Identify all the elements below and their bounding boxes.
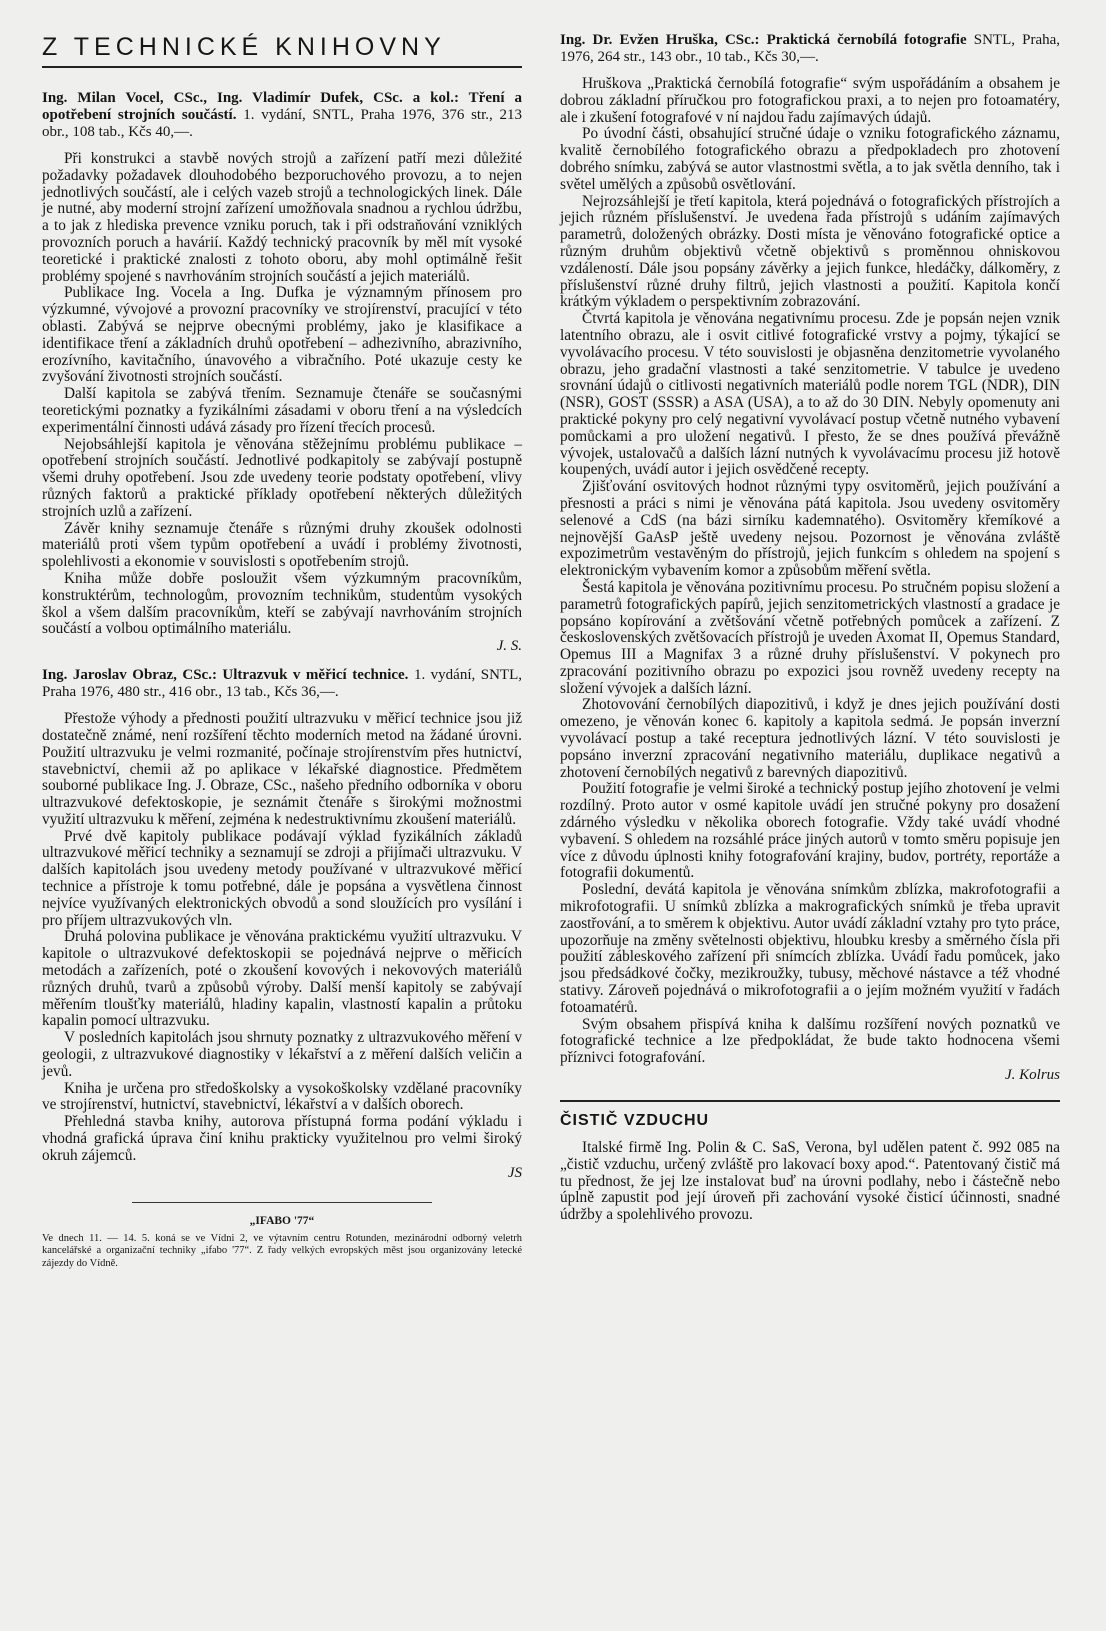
paragraph: Další kapitola se zabývá třením. Seznamuje čtenáře se současnými teoretickými poznatky a fyzikálními zásadami v oboru tření a na výsledcích experimentální činnosti udává zásady pro řízení třecích procesů. [42,385,522,436]
paragraph: Nejrozsáhlejší je třetí kapitola, která pojednává o fotografických přístrojích a jejich různém příslušenství. Je uvedena řada přístrojů s udáním zajímavých parametrů, doložených obrázky. Dosti místa je věnováno fotografické optice a různým druhům objektivů včetně objektivů s proměnnou ohniskovou vzdáleností. Dále jsou popsány závěrky a jejich funkce, hledáčky, dálkoměry, z příslušenství různé druhy filtrů, jejich vlastnosti a použití. Kapitola končí krátkým výkladem o perspektivním zobrazování. [560,192,1060,311]
paragraph: Po úvodní části, obsahující stručné údaje o vzniku fotografického záznamu, kvalitě černobílého fotografického obrazu a předpokladech pro zhotovení dobrého snímku, zabývá se autor vlastnostmi světla, a to jak světla denního, tak i světel umělých a způsobů osvětlování. [560,125,1060,193]
paragraph: Svým obsahem přispívá kniha k dalšímu rozšíření nových poznatků ve fotografické technice a lze předpokládat, že bude takto hodnocena všemi příznivci fotografování. [560,1015,1060,1067]
notice-text: Ve dnech 11. — 14. 5. koná se ve Vídni 2, ve výtavním centru Rotunden, mezinárodní odborný veletrh kancelářské a organizační techniky „ifabo '77“. Z řady velkých evropských měst jsou organizovány letecké zájezdy do Vídně. [42,1232,522,1269]
book-authors-title: Ing. Jaroslav Obraz, CSc.: Ultrazvuk v měřicí technice. [42,667,409,684]
bibliography [42,90,522,141]
paragraph: Publikace Ing. Vocela a Ing. Dufka je významným přínosem pro výzkumné, vývojové a provozní pracovníky ve strojírenství, pracující v této oblasti. Zabývá se nejprve obecnými problémy, jako je klasifikace a identifikace tření a základních druhů opotřebení – adhezivního, abrazivního, erozívního, kavitačního, únavového a vibračního. Poté ukazuje cesty ke zvyšování životnosti strojních součástí. [42,284,522,386]
divider [132,1202,432,1203]
paragraph: Při konstrukci a stavbě nových strojů a zařízení patří mezi důležité požadavky požadavek dlouhodobého bezporuchového provozu, a to nejen jednotlivých součástí, ale i celých vazeb strojů a technologických linek. Dále je nutné, aby moderní strojní zařízení umožňovala snadnou a rychlou údržbu, a to jak z hlediska prevence vzniku poruch, tak i při odstraňování vzniklých provozních poruch a havárií. Každý technický pracovník by měl mít vysoké teoretické i praktické znalosti z tohoto oboru, aby mohl optimálně řešit problémy spojené s navrhováním strojních součástí a jejich materiálů. [42,150,522,285]
review-vocel [42,90,522,655]
paragraph: Druhá polovina publikace je věnována praktickému využití ultrazvuku. V kapitole o ultrazvukové defektoskopii se pojednává nejprve o měřicích metodách a zařízeních, poté o zkoušení kovových i nekovových materiálů různých druhů, tvarů a způsobů výroby. Další menší kapitoly se zabývají měřením tloušťky materiálů, hladiny kapalin, vlastností kapalin a průtoku kapalin pomocí ultrazvuku. [42,928,522,1030]
review-signature: J. S. [496,638,522,655]
paragraph: Šestá kapitola je věnována pozitivnímu procesu. Po stručném popisu složení a parametrů fotografických papírů, jejich senzitometrických vlastností a gradace je popsáno kopírování a zvětšování včetně potřebných pomůcek a zařízení. Z československých zvětšovacích přístrojů je uveden Axomat II, Opemus Standard, Opemus III a Magnifax 3 a různé druhy příslušenství. V pokynech pro zpracování pozitivního obrazu po expozici jsou rovněž uvedeny recepty na složení vývojek a dalších lázní. [560,578,1060,697]
paragraph: Použití fotografie je velmi široké a technický postup jejího zhotovení je velmi rozdílný. Proto autor v osmé kapitole uvádí jen stručné pokyny pro dosažení zdárného výsledku v několika oborech fotografie. Vždy také uvádí vhodné vybavení. S ohledem na rozsáhlé práce jiných autorů v tomto směru popisuje jen více z důvodu úplnosti knihy fotografování krajiny, budov, portréty, reportáže a fotografii dokumentů. [560,780,1060,882]
paragraph: Přestože výhody a přednosti použití ultrazvuku v měřicí technice jsou již dostatečně známé, není rozšíření těchto moderních metod na žádané úrovni. Použití ultrazvuku je velmi rozmanité, počínaje strojírenstvím přes hutnictví, stavebnictví, chemii až po aplikace v lékařské diagnostice. Předmětem souborné publikace Ing. J. Obraze, CSc., našeho předního odborníka v oboru ultrazvukové defektoskopie, je seznámit čtenáře s širokými možnostmi využití ultrazvuku k měření, zejména k nedestruktivnímu zkoušení materiálů. [42,710,522,828]
paragraph: Kniha může dobře posloužit všem výzkumným pracovníkům, konstruktérům, technologům, provozním technikům, studentům vysokých škol a všem dalším pracovníkům, kteří se zabývají navrhováním strojních součástí a volbou optimálního materiálu. [42,569,522,638]
left-column [42,32,522,1270]
section-title: Z TECHNICKÉ KNIHOVNY [42,32,522,68]
notice-text: Italské firmě Ing. Polin & C. SaS, Verona, byl udělen patent č. 992 085 na „čistič vzduchu, určený zvláště pro lakovací boxy apod.“. Patentovaný čistič má tu přednost, že jej lze instalovat buď na úrovni podlahy, nebo i částečně nebo úplně zapustit pod její úroveň při zachování vysoké čisticí účinnosti, snadné údržby a spolehlivého provozu. [560,1139,1060,1224]
bibliography [42,667,522,701]
bibliography [560,32,1060,66]
review-signature: J. Kolrus [1004,1067,1060,1084]
book-authors-title: Ing. Milan Vocel, CSc., Ing. Vladimír Dufek, CSc. a kol.: Tření a opotřebení strojních součástí. [42,90,522,123]
paragraph: Hruškova „Praktická černobílá fotografie“ svým uspořádáním a obsahem je dobrou základní příručkou pro fotografickou praxi, a to nejen pro fotoamatéry, ale i zkušení fotografové v ní najdou řadu zajímavých údajů. [560,75,1060,126]
ifabo-notice [42,1215,522,1271]
book-details: SNTL, Praha, 1976, 264 str., 143 obr., 10 tab., Kčs 30,—. [560,32,1061,65]
book-details: 1. vydání, SNTL, Praha 1976, 480 str., 416 obr., 13 tab., Kčs 36,—. [42,667,522,701]
paragraph: Kniha je určena pro středoškolsky a vysokoškolsky vzdělané pracovníky ve strojírenství, hutnictví, stavebnictví, lékařství a v dalších oborech. [42,1079,522,1114]
book-details: 1. vydání, SNTL, Praha 1976, 376 str., 213 obr., 108 tab., Kčs 40,—. [42,107,523,140]
paragraph: Nejobsáhlejší kapitola je věnována stěžejnímu problému publikace – opotřebení strojních součástí. Jednotlivé podkapitoly se zabývají postupně všemi druhy opotřebení. Jsou zde uvedeny teorie podstaty opotřebení, vlivy různých faktorů a praktické příklady opotřebení některých důležitých strojních uzlů a zařízení. [42,435,522,520]
paragraph: Prvé dvě kapitoly publikace podávají výklad fyzikálních základů ultrazvukové měřicí techniky a seznamují se zdroji a přijímači ultrazvuku. V dalších kapitolách jsou uvedeny metody používané v ultrazvukové měřicí technice a přístroje k tomu potřebné, dále je popsána a vysvětlena činnost nejvíce využívaných elektronických obvodů a sond sloužících pro vysílání i pro příjem ultrazvukových vln. [42,827,522,929]
paragraph: Přehledná stavba knihy, autorova přístupná forma podání výkladu i vhodná grafická úprava činí knihu prakticky využitelnou pro velmi široký okruh zájemců. [42,1113,522,1164]
paragraph: V posledních kapitolách jsou shrnuty poznatky z ultrazvukového měření v geologii, z ultrazvukové diagnostiky v lékařství a z měření dalších veličin a jevů. [42,1029,522,1080]
book-authors-title: Ing. Dr. Evžen Hruška, CSc.: Praktická černobílá fotografie [560,32,967,48]
right-column [560,32,1060,1224]
paragraph: Poslední, devátá kapitola je věnována snímkům zblízka, makrofotografii a mikrofotografii. U snímků zblízka a makrografických snímků je třeba upravit zaostřování, a to směrem k objektivu. Autor uvádí základní vztahy pro tyto práce, upozorňuje na změny světelnosti objektivu, hloubku kresby a směrného čísla při použití zábleskového zařízení při snímcích zblízka. Uvádí řadu pomůcek, jako jsou předsádkové čočky, mezikroužky, tubusy, měchové nástavce a též vhodné stativy. Zároveň pojednává o mikrofotografii a o jejím možném využití v řadách fotoamatérů. [560,881,1060,1016]
paragraph: Závěr knihy seznamuje čtenáře s různými druhy zkoušek odolnosti materiálů proti všem typům opotřebení a uvádí i problémy životnosti, spolehlivosti a ekonomie v souvislosti s opotřebením strojů. [42,519,522,571]
air-cleaner-notice [560,1100,1060,1224]
review-signature: JS [507,1164,522,1181]
review-obraz [42,667,522,1182]
review-hruska [560,32,1060,1084]
notice-title: ČISTIČ VZDUCHU [560,1100,1060,1130]
paragraph: Zhotovování černobílých diapozitivů, i když je dnes jejich používání dosti omezeno, je věnován konec 6. kapitoly a kapitola sedmá. Je popsán inverzní vyvolávací postup a také receptura jednotlivých lázní. V této souvislosti je popsáno inverzní zpracování negativního materiálu, duplikace negativů a zhotovení černobílých negativů z barevných diapozitivů. [560,696,1060,781]
paragraph: Čtvrtá kapitola je věnována negativnímu procesu. Zde je popsán nejen vznik latentního obrazu, ale i osvit citlivé fotografické vrstvy a pojmy, týkající se vyvolávacího procesu. V této souvislosti je objasněna denzitometrie vyvolaného obrazu, jeho gradační vlastnosti a také senzitometrie. V tabulce je uvedeno srovnání údajů o citlivosti negativních materiálů podle norem TGL (NDR), DIN (NSR), GOST (SSSR) a ASA (USA), a to až do 30 DIN. Nebyly opomenuty ani praktické pokyny pro celý negativní vyvolávací postup včetně nutného vybavení pomůckami a pro uložení negativů. I přesto, že se dnes používá převážně vývojek, ustalovačů a dalších lázní nutných k vyvolávacímu procesu již hotově koupených, uvádí autor i jejich osvědčené recepty. [560,310,1060,479]
notice-title: „IFABO '77“ [249,1214,315,1227]
paragraph: Zjišťování osvitových hodnot různými typy osvitoměrů, jejich používání a přesnosti a práci s nimi je věnována pátá kapitola. Jsou uvedeny osvitoměry selenové a CdS (na bázi sirníku kademnatého). Osvitoměry křemíkové a nejnovější GaAsP ještě uvedeny nejsou. Pozornost je věnována zvláště expozimetrům vestavěným do přístrojů, jejich funkcím s ohledem na spojení s elektronickým vybavením komor a způsobům měření světla. [560,478,1060,580]
